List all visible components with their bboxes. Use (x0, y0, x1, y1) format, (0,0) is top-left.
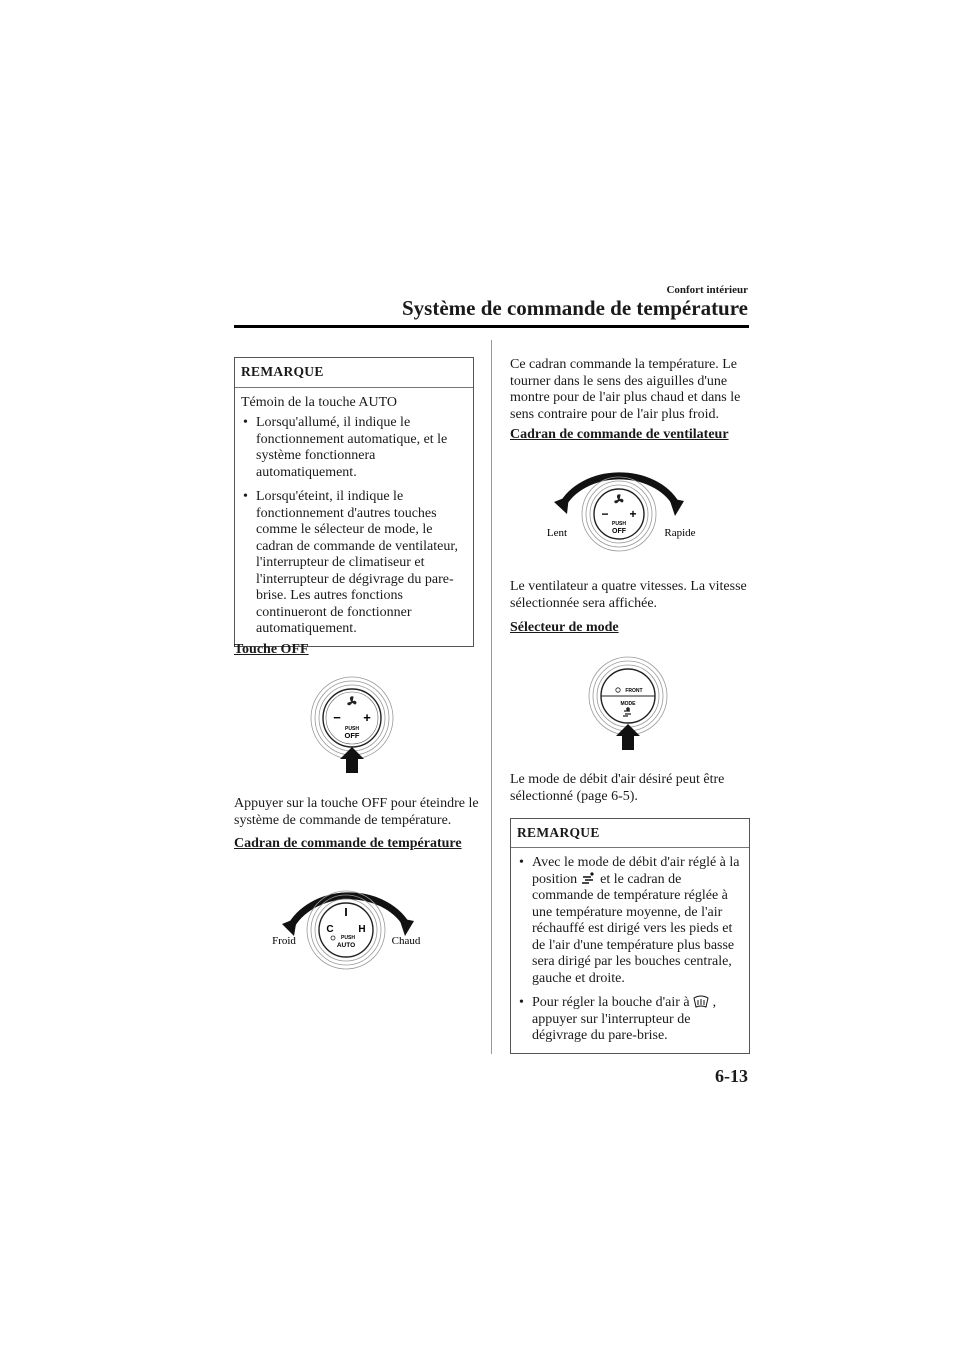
note-body (235, 388, 473, 646)
defroster-icon (693, 995, 709, 1009)
note-bullets (241, 415, 467, 638)
chaud-label: Chaud (391, 935, 421, 947)
note-bullets (517, 855, 743, 1045)
note-box-mode (510, 818, 750, 1054)
push-label: PUSH (345, 726, 359, 732)
front-label: FRONT (625, 688, 643, 694)
foot-airflow-icon (581, 872, 597, 886)
temp-heading: Cadran de commande de température (234, 836, 462, 851)
fan-text: Le ventilateur a quatre vitesses. La vitesse sélectionnée sera affichée. (510, 579, 747, 611)
header-rule (234, 325, 749, 328)
bullet-text: Pour régler la bouche d'air à (532, 995, 690, 1010)
note-bullet: • Lorsqu'allumé, il indique le fonctionnement automatique, et le système fonctionnera automatiquement. (241, 415, 467, 481)
note-bullet (517, 995, 743, 1045)
rapide-label: Rapide (664, 527, 696, 539)
note-body (511, 848, 749, 1053)
section-label: Confort intérieur (666, 284, 748, 296)
off-label: OFF (612, 528, 626, 535)
push-label: PUSH (612, 521, 626, 527)
mode-label: MODE (620, 701, 636, 707)
bullet-text: , appuyer sur l'interrupteur de dégivrage du pare-brise. (532, 995, 717, 1043)
fan-heading: Cadran de commande de ventilateur (510, 427, 729, 442)
note-bullet (517, 855, 743, 987)
temp-text: Ce cadran commande la température. Le tourner dans le sens des aiguilles d'une montre pour de l'air plus chaud et dans le sens contraire pour de l'air plus froid. (510, 357, 741, 422)
note-intro: Témoin de la touche AUTO (241, 394, 398, 410)
press-arrow-icon (616, 724, 640, 750)
auto-label: AUTO (336, 942, 356, 949)
page-number: 6-13 (715, 1066, 748, 1086)
mode-heading: Sélecteur de mode (510, 620, 619, 635)
lent-label: Lent (546, 527, 568, 539)
off-text: Appuyer sur la touche OFF pour éteindre le système de commande de température. (234, 796, 479, 828)
off-button-figure (300, 670, 400, 780)
page-title: Système de commande de température (401, 296, 748, 320)
push-label: PUSH (341, 935, 355, 941)
plus-label: + (363, 710, 371, 725)
bullet-text: et le cadran de commande de température réglée à une température moyenne, de l'air réchauffé est dirigé vers les pieds et de l'air d'une température plus basse sera dirigé par les bouches centrale, gauche et droite. (532, 871, 735, 986)
minus-label: − (601, 507, 609, 521)
mode-selector-figure (578, 652, 678, 752)
plus-label: + (629, 507, 637, 521)
left-column (234, 357, 474, 647)
bullet-text: Avec le mode de débit d'air réglé à la position (532, 855, 740, 887)
temperature-dial-figure (266, 866, 436, 976)
note-bullet: • Lorsqu'éteint, il indique le fonctionnement d'autres touches comme le sélecteur de mode, le cadran de commande de ventilateur, l'interrupteur de climatiseur et l'interrupteur de dégivrage du pare-brise. Les autres fonctions continueront de fonctionner automatiquement. (241, 489, 467, 638)
column-divider (491, 340, 492, 1054)
off-label: OFF (344, 731, 360, 740)
note-heading: REMARQUE (235, 358, 473, 388)
minus-label: − (333, 710, 341, 725)
mode-text: Le mode de débit d'air désiré peut être sélectionné (page 6-5). (510, 772, 725, 804)
froid-label: Froid (272, 935, 296, 947)
note-box-auto (234, 357, 474, 647)
cold-label: C (326, 924, 334, 935)
note-heading: REMARQUE (511, 819, 749, 848)
hot-label: H (358, 924, 366, 935)
fan-dial-figure (540, 456, 710, 556)
off-heading: Touche OFF (234, 642, 309, 657)
press-arrow-icon (340, 747, 364, 773)
